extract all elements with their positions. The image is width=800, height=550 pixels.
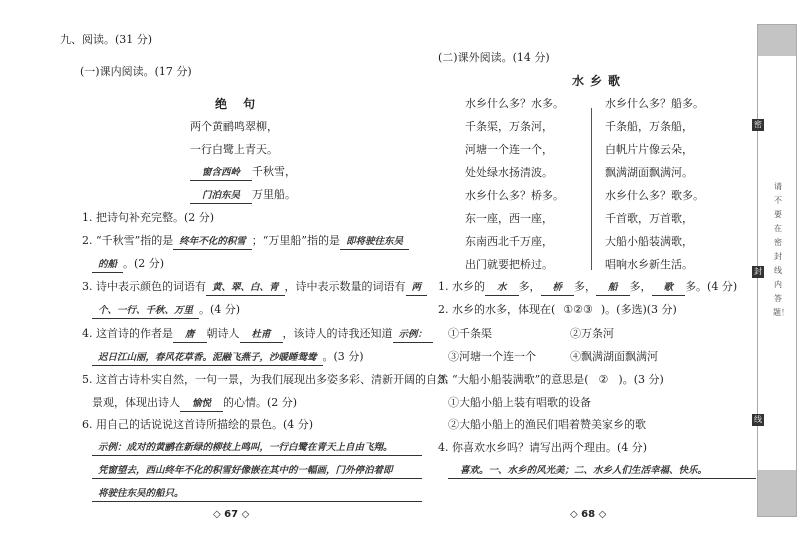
poem-line: 两个黄鹂鸣翠柳，	[190, 120, 278, 133]
q-text: 多，	[629, 280, 652, 293]
q-text: 4. 这首诗的作者是	[82, 327, 173, 340]
answer-blank[interactable]: 船	[596, 281, 630, 296]
seal-label: 线	[754, 415, 762, 424]
poem-line: 大船小船装满歌，	[605, 235, 693, 248]
answer-blank[interactable]: 门泊东吴	[190, 189, 252, 204]
poem-line	[190, 165, 296, 181]
answer-line[interactable]	[92, 487, 422, 502]
poem-line: 出门就要把桥过。	[465, 258, 553, 271]
question-3-cont	[92, 303, 240, 319]
option: ①大船小船上装有唱歌的设备	[448, 396, 591, 409]
answer-blank[interactable]: 黄、翠、白、青	[206, 281, 285, 296]
answer-line[interactable]	[92, 464, 422, 479]
q-text: 3. “大船小船装满歌”的意思是(	[438, 373, 589, 386]
poem-line: 水乡什么多？歌多。	[605, 189, 704, 202]
seal-label: 密	[754, 120, 762, 129]
answer-blank[interactable]: 水	[485, 281, 519, 296]
answer-blank[interactable]: 愉悦	[180, 397, 223, 412]
poem-line: 千首歌，万首歌，	[605, 212, 693, 225]
answer-blank[interactable]: 迟日江山丽，春风花草香。泥融飞燕子，沙暖睡鸳鸯	[92, 351, 323, 366]
poem-line: 千条渠，万条河，	[465, 120, 553, 133]
poem-line: 唱响水乡新生活。	[605, 258, 693, 271]
answer-blank[interactable]: 杜甫	[240, 328, 283, 343]
answer-blank[interactable]: 两	[406, 281, 428, 296]
q-text: 多，	[518, 280, 541, 293]
option: ③河塘一个连一个	[448, 350, 536, 363]
q-text: 。(3 分)	[322, 350, 364, 363]
question-2-cont	[92, 257, 164, 273]
question-4-cont	[92, 350, 364, 366]
poem-text: 千秋雪，	[252, 165, 297, 178]
question-6: 6. 用自己的话说说这首诗所描绘的景色。(4 分)	[82, 418, 314, 431]
answer-text: 示例：成对的黄鹂在新绿的柳枝上鸣叫，一行白鹭在青天上自由飞翔。	[92, 441, 422, 456]
question-1	[438, 280, 737, 296]
question-4	[82, 327, 433, 343]
answer-blank[interactable]: 终年不化的积雪	[173, 235, 252, 250]
q-text: 2. “千秋雪”指的是	[82, 234, 174, 247]
binding-notice: 请不要在密封线内答题！	[773, 182, 789, 317]
answer-choice[interactable]: ②	[598, 373, 609, 386]
poem-title: 水乡歌	[572, 74, 627, 88]
q-text: 。(4 分)	[199, 303, 241, 316]
poem-line: 处处绿水扬清波。	[465, 166, 553, 179]
page-number: ◇ 68 ◇	[570, 509, 607, 520]
answer-text: 凭窗望去，西山终年不化的积雪好像嵌在其中的一幅画，门外停泊着即	[92, 464, 422, 479]
answer-line[interactable]	[448, 464, 756, 479]
poem-line: 东南西北千万座，	[465, 235, 553, 248]
gray-block	[758, 470, 796, 516]
q-text: )。(多选)(3 分)	[600, 303, 677, 316]
q-text: 多。(4 分)	[685, 280, 738, 293]
gray-block	[758, 25, 796, 56]
poem-line: 白帆片片像云朵，	[605, 143, 693, 156]
option: ④飘满湖面飘满河	[570, 350, 658, 363]
q-text: 朝诗人	[206, 327, 240, 340]
poem-line: 东一座，西一座，	[465, 212, 553, 225]
q-text: 3. 诗中表示颜色的词语有	[82, 280, 206, 293]
answer-text: 将驶往东吴的船只。	[92, 487, 422, 502]
seal-label: 封	[754, 267, 762, 276]
question-5: 5. 这首古诗朴实自然，一句一景，为我们展现出多姿多彩、清新开阔的自然	[82, 373, 448, 386]
question-2	[438, 303, 677, 317]
answer-blank[interactable]: 歌	[652, 281, 686, 296]
q-text: 1. 水乡的	[438, 280, 485, 293]
poem-line: 千条船，万条船，	[605, 120, 693, 133]
poem-line: 河塘一个连一个，	[465, 143, 553, 156]
section-heading: 九、阅读。(31 分)	[60, 33, 153, 46]
poem-line: 水乡什么多？桥多。	[465, 189, 564, 202]
answer-blank[interactable]: 的船	[92, 258, 123, 273]
answer-blank[interactable]: 示例：	[393, 328, 434, 343]
poem-text: 万里船。	[252, 188, 297, 201]
question-3	[438, 373, 664, 387]
q-text: 。(2 分)	[123, 257, 165, 270]
question-4: 4. 你喜欢水乡吗？请写出两个理由。(4 分)	[438, 441, 648, 454]
q-text: 2. 水乡的水多，体现在(	[438, 303, 556, 316]
option: ②万条河	[570, 327, 614, 340]
subsection-heading: (一)课内阅读。(17 分)	[80, 65, 192, 78]
option: ①千条渠	[448, 327, 492, 340]
poem-line: 水乡什么多？水多。	[465, 97, 564, 110]
poem-divider	[591, 108, 592, 270]
page-number: ◇ 67 ◇	[213, 509, 250, 520]
poem-line: 水乡什么多？船多。	[605, 97, 704, 110]
question-3	[82, 280, 427, 296]
subsection-heading: (二)课外阅读。(14 分)	[438, 51, 550, 64]
answer-blank[interactable]: 个、一行、千秋、万里	[92, 304, 199, 319]
poem-line	[190, 188, 296, 204]
answer-blank[interactable]: 唐	[173, 328, 207, 343]
q-text: 的心情。(2 分)	[223, 396, 298, 409]
answer-line[interactable]	[92, 441, 422, 456]
answer-blank[interactable]: 窗含西岭	[190, 166, 252, 181]
question-2	[82, 234, 409, 250]
q-text: 多，	[574, 280, 597, 293]
q-text: )。(3 分)	[618, 373, 664, 386]
question-1: 1. 把诗句补充完整。(2 分)	[82, 211, 215, 224]
answer-text: 喜欢。一、水乡的风光美；二、水乡人们生活幸福、快乐。	[448, 464, 756, 479]
poem-line: 飘满湖面飘满河。	[605, 166, 693, 179]
question-5-cont	[92, 396, 297, 412]
answer-blank[interactable]: 即将驶往东吴	[340, 235, 409, 250]
q-text: ，该诗人的诗我还知道	[282, 327, 393, 340]
answer-blank[interactable]: 桥	[541, 281, 575, 296]
option: ②大船小船上的渔民们唱着赞美家乡的歌	[448, 418, 646, 431]
poem-line: 一行白鹭上青天。	[190, 143, 278, 156]
answer-choice[interactable]: ①②③	[563, 303, 593, 316]
q-text: ，诗中表示数量的词语有	[284, 280, 406, 293]
q-text: 景观，体现出诗人	[92, 396, 180, 409]
poem-title: 绝 句	[215, 97, 262, 111]
q-text: ；“万里船”指的是	[251, 234, 341, 247]
